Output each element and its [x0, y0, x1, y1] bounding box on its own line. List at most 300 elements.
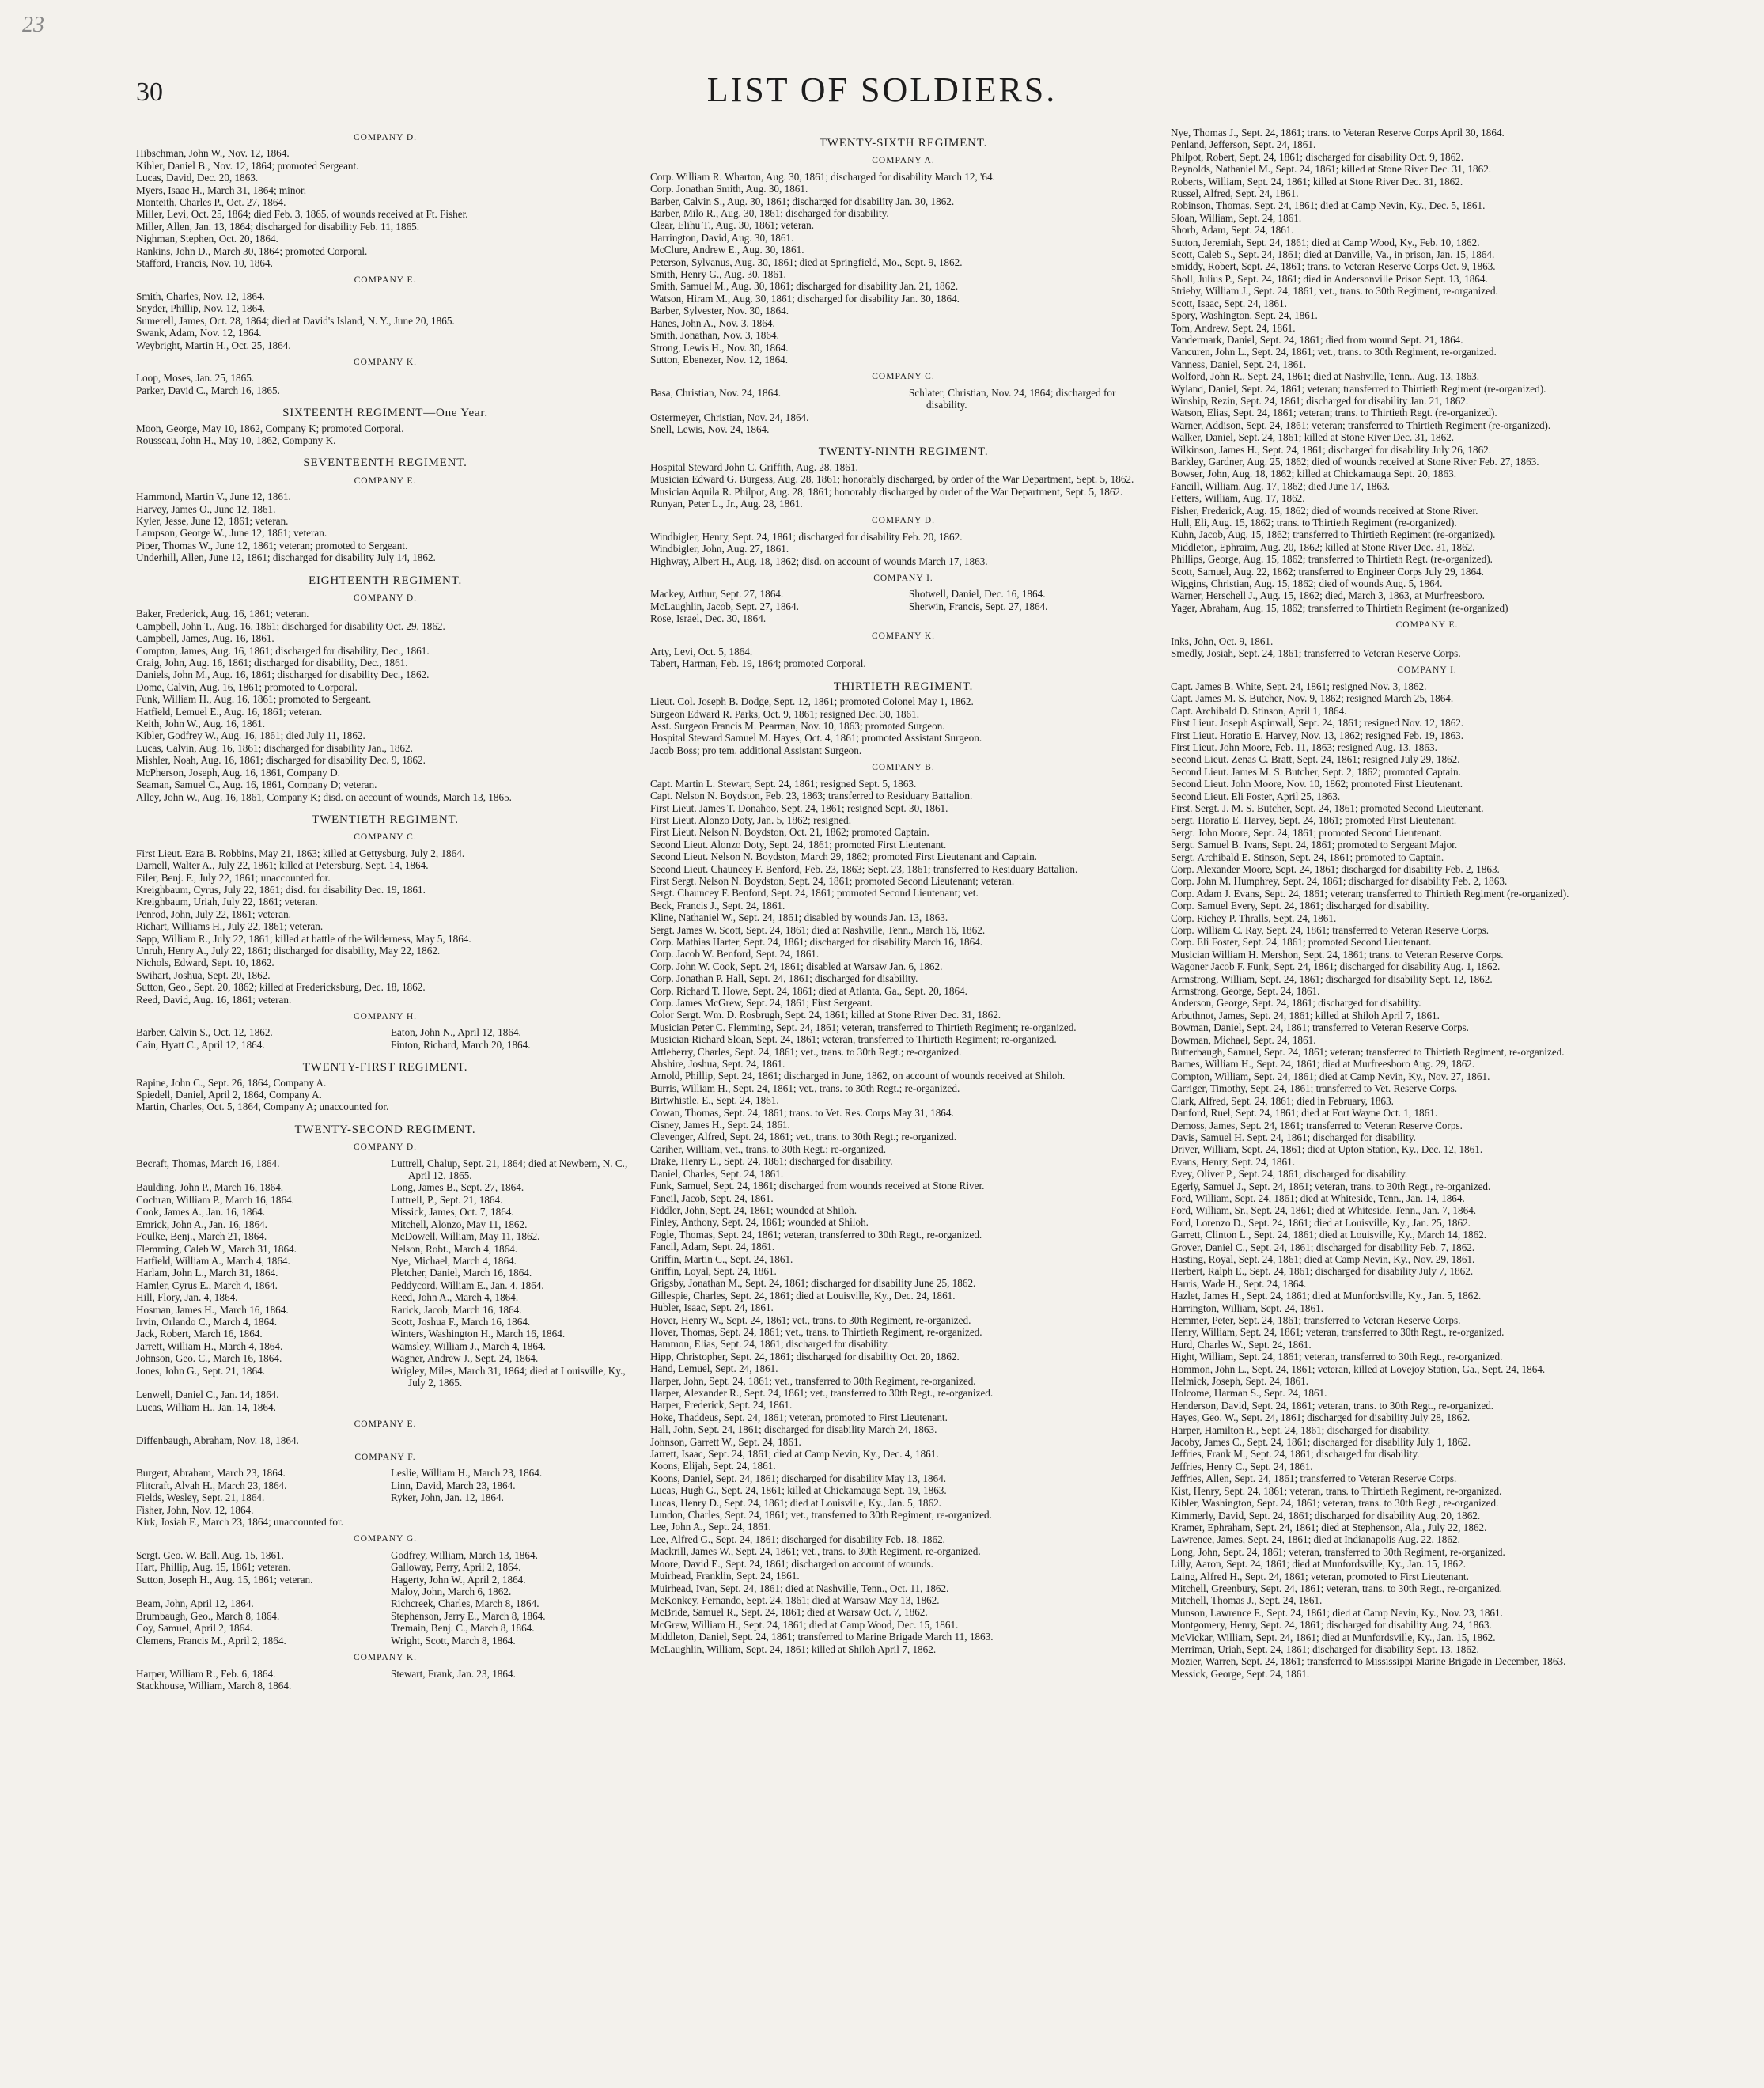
company-heading: COMPANY E. — [354, 476, 417, 486]
soldier-entry: Reed, John A., March 4, 1864. — [391, 1291, 519, 1304]
soldier-entry: Hipp, Christopher, Sept. 24, 1861; discharged for disability Oct. 20, 1862. — [650, 1350, 960, 1362]
soldier-entry: Swihart, Joshua, Sept. 20, 1862. — [136, 968, 271, 981]
soldier-entry: Jarrett, Isaac, Sept. 24, 1861; died at Camp Nevin, Ky., Dec. 4, 1861. — [650, 1448, 939, 1461]
soldier-entry: Fogle, Thomas, Sept. 24, 1861; veteran, transferred to 30th Regt., re-organized. — [650, 1228, 982, 1241]
soldier-entry: Cain, Hyatt C., April 12, 1864. — [136, 1038, 265, 1051]
soldier-entry: Seaman, Samuel C., Aug. 16, 1861, Company D; veteran. — [136, 779, 377, 791]
soldier-entry: First Lieut. John Moore, Feb. 11, 1863; resigned Aug. 13, 1863. — [1171, 741, 1437, 753]
soldier-entry: Second Lieut. John Moore, Nov. 10, 1862; promoted First Lieutenant. — [1171, 778, 1463, 790]
soldier-entry: Foulke, Benj., March 21, 1864. — [136, 1230, 267, 1243]
soldier-entry — [909, 423, 1156, 435]
soldier-entry: Daniels, John M., Aug. 16, 1861; discharged for disability Dec., 1862. — [136, 669, 430, 681]
soldier-entry: Reynolds, Nathaniel M., Sept. 24, 1861; killed at Stone River Dec. 31, 1862. — [1171, 163, 1492, 176]
soldier-entry: Kreighbaum, Cyrus, July 22, 1861; disd. for disability Dec. 19, 1861. — [136, 883, 426, 896]
company-heading: COMPANY D. — [871, 516, 936, 526]
soldier-entry: Maloy, John, March 6, 1862. — [391, 1586, 512, 1598]
soldier-entry: Smedly, Josiah, Sept. 24, 1861; transferred to Veteran Reserve Corps. — [1171, 647, 1461, 660]
soldier-entry: Sergt. Samuel B. Ivans, Sept. 24, 1861; promoted to Sergeant Major. — [1171, 839, 1458, 851]
soldier-entry: Scott, Joshua F., March 16, 1864. — [391, 1315, 531, 1328]
soldier-entry: Finley, Anthony, Sept. 24, 1861; wounded at Shiloh. — [650, 1216, 869, 1229]
soldier-entry: Corp. Jonathan Smith, Aug. 30, 1861. — [650, 183, 808, 195]
company-heading: COMPANY I. — [873, 574, 933, 583]
soldier-entry: Alley, John W., Aug. 16, 1861, Company K; disd. on account of wounds, March 13, 1865. — [136, 790, 512, 803]
soldier-entry: Bowser, John, Aug. 18, 1862; killed at Chickamauga Sept. 20, 1863. — [1171, 468, 1456, 480]
soldier-entry: Winters, Washington H., March 16, 1864. — [391, 1328, 566, 1340]
soldier-entry: Montgomery, Henry, Sept. 24, 1861; discharged for disability Aug. 24, 1863. — [1171, 1619, 1492, 1631]
soldier-entry: Rousseau, John H., May 10, 1862, Company K. — [136, 434, 336, 446]
soldier-entry: Kuhn, Jacob, Aug. 15, 1862; transferred to Thirtieth Regiment (re-organized). — [1171, 529, 1496, 541]
soldier-entry: Corp. Adam J. Evans, Sept. 24, 1861; veteran; transferred to Thirtieth Regiment (re-organized). — [1171, 887, 1569, 900]
soldier-entry: Russel, Alfred, Sept. 24, 1861. — [1171, 188, 1299, 200]
soldier-entry: Drake, Henry E., Sept. 24, 1861; discharged for disability. — [650, 1155, 893, 1168]
soldier-entry: Rarick, Jacob, March 16, 1864. — [391, 1303, 522, 1316]
soldier-entry: Wamsley, William J., March 4, 1864. — [391, 1340, 546, 1352]
soldier-entry: Dome, Calvin, Aug. 16, 1861; promoted to Corporal. — [136, 680, 358, 693]
regiment-heading: SEVENTEENTH REGIMENT. — [303, 457, 467, 470]
soldier-entry: Sholl, Julius P., Sept. 24, 1861; died in Andersonville Prison Sept. 13, 1864. — [1171, 272, 1488, 285]
soldier-entry: Baulding, John P., March 16, 1864. — [136, 1181, 284, 1194]
regiment-heading: EIGHTEENTH REGIMENT. — [308, 574, 462, 587]
soldier-entry: Griffin, Martin C., Sept. 24, 1861. — [650, 1252, 793, 1265]
soldier-entry: Capt. Nelson N. Boydston, Feb. 23, 1863; transferred to Residuary Battalion. — [650, 790, 973, 802]
soldier-entry: Kreighbaum, Uriah, July 22, 1861; veteran. — [136, 896, 318, 908]
soldier-entry: Nye, Thomas J., Sept. 24, 1861; trans. to Veteran Reserve Corps April 30, 1864. — [1171, 127, 1505, 138]
soldier-entry: Long, James B., Sept. 27, 1864. — [391, 1181, 524, 1194]
soldier-entry: Piper, Thomas W., June 12, 1861; veteran; promoted to Sergeant. — [136, 539, 408, 551]
soldier-entry: Smith, Henry G., Aug. 30, 1861. — [650, 268, 786, 281]
soldier-entry: Sergt. John Moore, Sept. 24, 1861; promoted Second Lieutenant. — [1171, 826, 1442, 839]
company-heading: COMPANY E. — [1395, 620, 1459, 631]
soldier-entry: Penrod, John, July 22, 1861; veteran. — [136, 908, 291, 920]
soldier-entry: Second Lieut. Chauncey F. Benford, Feb. 23, 1863; Sept. 23, 1861; transferred to Residuary Battalion. — [650, 862, 1078, 875]
soldier-entry: Shotwell, Daniel, Dec. 16, 1864. — [909, 588, 1046, 601]
soldier-entry: Koons, Elijah, Sept. 24, 1861. — [650, 1460, 776, 1472]
soldier-entry: Ford, William, Sept. 24, 1861; died at Whiteside, Tenn., Jan. 14, 1864. — [1171, 1192, 1465, 1204]
company-heading: COMPANY D. — [353, 1143, 418, 1153]
soldier-entry: Anderson, George, Sept. 24, 1861; discharged for disability. — [1171, 997, 1421, 1010]
soldier-entry: Wagner, Andrew J., Sept. 24, 1864. — [391, 1352, 539, 1365]
soldier-entry: Sutton, Jeremiah, Sept. 24, 1861; died at Camp Wood, Ky., Feb. 10, 1862. — [1171, 236, 1480, 248]
soldier-entry: Hammon, Elias, Sept. 24, 1861; discharged for disability. — [650, 1338, 890, 1351]
soldier-entry: Weybright, Martin H., Oct. 25, 1864. — [136, 339, 291, 351]
soldier-entry: Corp. John W. Cook, Sept. 24, 1861; disabled at Warsaw Jan. 6, 1862. — [650, 960, 943, 972]
soldier-entry: Armstrong, William, Sept. 24, 1861; discharged for disability Sept. 12, 1862. — [1171, 972, 1493, 985]
soldier-entry: Wiggins, Christian, Aug. 15, 1862; died of wounds Aug. 5, 1864. — [1171, 578, 1443, 590]
soldier-entry: Harper, Frederick, Sept. 24, 1861. — [650, 1399, 793, 1412]
soldier-entry: Smith, Charles, Nov. 12, 1864. — [136, 290, 265, 302]
soldier-entry: Shorb, Adam, Sept. 24, 1861. — [1171, 224, 1294, 237]
soldier-entry: Flitcraft, Alvah H., March 23, 1864. — [136, 1479, 287, 1491]
soldier-entry: Peddycord, William E., Jan. 4, 1864. — [391, 1279, 544, 1291]
soldier-entry — [391, 1516, 634, 1528]
soldier-entry: Corp. Mathias Harter, Sept. 24, 1861; discharged for disability March 16, 1864. — [650, 935, 983, 948]
soldier-entry: Sutton, Ebenezer, Nov. 12, 1864. — [650, 353, 789, 366]
soldier-entry: Lucas, David, Dec. 20, 1863. — [136, 172, 259, 184]
soldier-pair-list — [136, 1668, 634, 1692]
soldier-entry: Harvey, James O., June 12, 1861. — [136, 502, 276, 515]
soldier-entry: First Sergt. Nelson N. Boydston, Sept. 24, 1861; promoted Second Lieutenant; veteran. — [650, 874, 1015, 887]
soldier-entry: Wyland, Daniel, Sept. 24, 1861; veteran; transferred to Thirtieth Regiment (re-organized). — [1171, 382, 1546, 395]
soldier-entry: Jack, Robert, March 16, 1864. — [136, 1328, 263, 1340]
soldier-entry: Sergt. Geo. W. Ball, Aug. 15, 1861. — [136, 1548, 284, 1561]
soldier-entry: Strieby, William J., Sept. 24, 1861; vet., trans. to 30th Regiment, re-organized. — [1171, 285, 1498, 297]
soldier-entry: Lucas, William H., Jan. 14, 1864. — [136, 1400, 276, 1413]
company-heading: COMPANY C. — [872, 372, 935, 382]
soldier-entry: Sapp, William R., July 22, 1861; killed at battle of the Wilderness, May 5, 1864. — [136, 932, 471, 945]
soldier-entry: Gillespie, Charles, Sept. 24, 1861; died at Louisville, Ky., Dec. 24, 1861. — [650, 1289, 956, 1302]
soldier-entry: Second Lieut. Nelson N. Boydston, March 29, 1862; promoted First Lieutenant and Captain. — [650, 851, 1037, 863]
company-heading: COMPANY E. — [354, 275, 417, 286]
soldier-entry: Barkley, Gardner, Aug. 25, 1862; died of wounds received at Stone River Feb. 27, 1863. — [1171, 455, 1539, 468]
soldier-entry: Laing, Alfred H., Sept. 24, 1861; veteran, promoted to First Lieutenant. — [1171, 1570, 1469, 1582]
soldier-entry: Emrick, John A., Jan. 16, 1864. — [136, 1218, 267, 1230]
soldier-entry: Lieut. Col. Joseph B. Dodge, Sept. 12, 1861; promoted Colonel May 1, 1862. — [650, 695, 974, 708]
soldier-entry: Barber, Sylvester, Nov. 30, 1864. — [650, 305, 789, 317]
soldier-entry: Becraft, Thomas, March 16, 1864. — [136, 1157, 280, 1169]
soldier-entry: Davis, Samuel H. Sept. 24, 1861; discharged for disability. — [1171, 1131, 1416, 1143]
soldier-entry: Walker, Daniel, Sept. 24, 1861; killed at Stone River Dec. 31, 1862. — [1171, 431, 1455, 444]
soldier-entry: Windbigler, John, Aug. 27, 1861. — [650, 543, 789, 555]
soldier-entry: Attleberry, Charles, Sept. 24, 1861; vet., trans. to 30th Regt.; re-organized. — [650, 1045, 962, 1058]
soldier-entry: Arty, Levi, Oct. 5, 1864. — [650, 646, 753, 658]
soldier-entry: Lenwell, Daniel C., Jan. 14, 1864. — [136, 1389, 279, 1401]
soldier-pair-list — [650, 387, 1156, 436]
soldier-entry: Harrington, David, Aug. 30, 1861. — [650, 231, 794, 244]
soldier-entry — [136, 1586, 380, 1597]
soldier-entry: Vanness, Daniel, Sept. 24, 1861. — [1171, 358, 1307, 370]
soldier-entry: Barber, Calvin S., Oct. 12, 1862. — [136, 1026, 273, 1039]
soldier-entry: McLaughlin, Jacob, Sept. 27, 1864. — [650, 600, 799, 612]
soldier-entry: Strong, Lewis H., Nov. 30, 1864. — [650, 341, 789, 354]
soldier-entry: Linn, David, March 23, 1864. — [391, 1479, 516, 1491]
soldier-entry: Lee, John A., Sept. 24, 1861. — [650, 1521, 771, 1533]
soldier-entry: Scott, Caleb S., Sept. 24, 1861; died at Danville, Va., in prison, Jan. 15, 1864. — [1171, 248, 1495, 261]
soldier-entry: Tom, Andrew, Sept. 24, 1861. — [1171, 321, 1296, 334]
soldier-entry: Scott, Samuel, Aug. 22, 1862; transferred to Engineer Corps July 29, 1864. — [1171, 565, 1484, 578]
soldier-entry — [909, 612, 1156, 624]
soldier-entry: Leslie, William H., March 23, 1864. — [391, 1467, 543, 1480]
soldier-entry: Harper, Hamilton R., Sept. 24, 1861; discharged for disability. — [1171, 1423, 1431, 1436]
soldier-entry: Harper, William R., Feb. 6, 1864. — [136, 1667, 276, 1680]
soldier-entry: Second Lieut. Eli Foster, April 25, 1863. — [1171, 790, 1341, 802]
soldier-entry: Swank, Adam, Nov. 12, 1864. — [136, 327, 262, 339]
soldier-entry: McGrew, William H., Sept. 24, 1861; died at Camp Wood, Dec. 15, 1861. — [650, 1618, 959, 1631]
soldier-entry: Henry, William, Sept. 24, 1861; veteran, transferred to 30th Regt., re-organized. — [1171, 1326, 1505, 1339]
soldier-entry: Cochran, William P., March 16, 1864. — [136, 1193, 294, 1206]
soldier-pair-list — [136, 1467, 634, 1528]
soldier-entry: Hubler, Isaac, Sept. 24, 1861. — [650, 1302, 774, 1314]
soldier-entry: First Lieut. Horatio E. Harvey, Nov. 13, 1862; resigned Feb. 19, 1863. — [1171, 729, 1464, 741]
regiment-heading: TWENTY-SECOND REGIMENT. — [294, 1123, 476, 1136]
soldier-entry: McLaughlin, William, Sept. 24, 1861; killed at Shiloh April 7, 1862. — [650, 1643, 937, 1655]
soldier-entry: Eiler, Benj. F., July 22, 1861; unaccounted for. — [136, 871, 331, 884]
soldier-entry: Wagoner Jacob F. Funk, Sept. 24, 1861; discharged for disability Aug. 1, 1862. — [1171, 961, 1501, 973]
soldier-entry: Tremain, Benj. C., March 8, 1864. — [391, 1622, 535, 1635]
company-heading: COMPANY A. — [872, 156, 935, 166]
soldier-entry: Stewart, Frank, Jan. 23, 1864. — [391, 1667, 516, 1680]
company-heading: COMPANY K. — [353, 357, 418, 367]
soldier-entry: Darnell, Walter A., July 22, 1861; killed at Petersburg, Sept. 14, 1864. — [136, 859, 429, 872]
soldier-entry: Kibler, Daniel B., Nov. 12, 1864; promoted Sergeant. — [136, 159, 359, 172]
soldier-entry: Winship, Rezin, Sept. 24, 1861; discharged for disability Jan. 21, 1862. — [1171, 394, 1469, 407]
soldier-entry: Mackrill, James W., Sept. 24, 1861; vet., trans. to 30th Regiment, re-organized. — [650, 1545, 981, 1558]
soldier-entry: Driver, William, Sept. 24, 1861; died at Upton Station, Ky., Dec. 12, 1861. — [1171, 1143, 1483, 1156]
soldier-entry: Messick, George, Sept. 24, 1861. — [1171, 1667, 1310, 1680]
soldier-entry: Sutton, Joseph H., Aug. 15, 1861; veteran. — [136, 1573, 313, 1586]
soldier-entry: Rose, Israel, Dec. 30, 1864. — [650, 612, 767, 625]
soldier-entry: Nighman, Stephen, Oct. 20, 1864. — [136, 233, 278, 245]
company-heading: COMPANY E. — [354, 1419, 417, 1430]
soldier-entry: Luttrell, Chalup, Sept. 21, 1864; died at Newbern, N. C., April 12, 1865. — [391, 1157, 628, 1182]
soldier-entry: Wolford, John R., Sept. 24, 1861; died at Nashville, Tenn., Aug. 13, 1863. — [1171, 370, 1480, 383]
soldier-entry: Kramer, Ephraham, Sept. 24, 1861; died at Stephenson, Ala., July 22, 1862. — [1171, 1521, 1487, 1533]
soldier-entry: Stephenson, Jerry E., March 8, 1864. — [391, 1609, 546, 1622]
soldier-entry: Moore, David E., Sept. 24, 1861; discharged on account of wounds. — [650, 1557, 933, 1570]
soldier-entry: Middleton, Daniel, Sept. 24, 1861; transferred to Marine Brigade March 11, 1863. — [650, 1631, 994, 1643]
soldier-entry: Corp. Jacob W. Benford, Sept. 24, 1861. — [650, 948, 820, 961]
soldier-entry: Lilly, Aaron, Sept. 24, 1861; died at Munfordsville, Ky., Jan. 15, 1862. — [1171, 1558, 1466, 1571]
soldier-entry: Monteith, Charles P., Oct. 27, 1864. — [136, 196, 286, 209]
soldier-entry: Moon, George, May 10, 1862, Company K; promoted Corporal. — [136, 422, 404, 434]
soldier-entry: Griffin, Loyal, Sept. 24, 1861. — [650, 1264, 777, 1277]
soldier-entry: Musician Richard Sloan, Sept. 24, 1861; veteran, transferred to Thirtieth Regiment; re-organized. — [650, 1033, 1057, 1046]
soldier-entry: McVickar, William, Sept. 24, 1861; died at Munfordsville, Ky., Jan. 15, 1862. — [1171, 1631, 1496, 1643]
soldier-entry: Wright, Scott, March 8, 1864. — [391, 1634, 516, 1647]
soldier-entry: Missick, James, Oct. 7, 1864. — [391, 1206, 514, 1218]
soldier-entry: Corp. Alexander Moore, Sept. 24, 1861; discharged for disability Feb. 2, 1863. — [1171, 862, 1500, 875]
soldier-entry: Compton, William, Sept. 24, 1861; died at Camp Nevin, Ky., Nov. 27, 1861. — [1171, 1070, 1490, 1082]
soldier-entry: Finton, Richard, March 20, 1864. — [391, 1038, 531, 1051]
soldier-entry: Richart, Williams H., July 22, 1861; veteran. — [136, 920, 324, 933]
company-heading: COMPANY K. — [871, 631, 936, 641]
soldier-entry: Mitchell, Alonzo, May 11, 1862. — [391, 1218, 528, 1230]
soldier-entry — [909, 411, 1156, 423]
soldier-entry: Warner, Addison, Sept. 24, 1861; veteran; transferred to Thirtieth Regiment (re-organized). — [1171, 419, 1551, 431]
soldier-entry: Corp. Samuel Every, Sept. 24, 1861; discharged for disability. — [1171, 900, 1429, 912]
soldier-entry: Vancuren, John L., Sept. 24, 1861; vet., trans. to 30th Regiment, re-organized. — [1171, 346, 1497, 358]
soldier-entry: Fancill, William, Aug. 17, 1862; died June 17, 1863. — [1171, 479, 1390, 492]
soldier-entry: First. Sergt. J. M. S. Butcher, Sept. 24, 1861; promoted Second Lieutenant. — [1171, 801, 1484, 814]
soldier-entry: Corp. Jonathan P. Hall, Sept. 24, 1861; discharged for disability. — [650, 972, 918, 985]
soldier-entry: Capt. Martin L. Stewart, Sept. 24, 1861; resigned Sept. 5, 1863. — [650, 777, 917, 790]
soldier-entry: Fields, Wesley, Sept. 21, 1864. — [136, 1491, 265, 1504]
soldier-entry: Helmick, Joseph, Sept. 24, 1861. — [1171, 1375, 1308, 1388]
soldier-entry: Johnson, Garrett W., Sept. 24, 1861. — [650, 1435, 801, 1448]
soldier-entry: Snell, Lewis, Nov. 24, 1864. — [650, 423, 770, 435]
soldier-entry: Funk, William H., Aug. 16, 1861; promoted to Sergeant. — [136, 693, 372, 706]
company-heading: COMPANY D. — [353, 133, 418, 142]
soldier-entry: Campbell, James, Aug. 16, 1861. — [136, 632, 274, 645]
soldier-entry: Hayes, Geo. W., Sept. 24, 1861; discharged for disability July 28, 1862. — [1171, 1412, 1471, 1424]
soldier-entry: Unruh, Henry A., July 22, 1861; discharged for disability, May 22, 1862. — [136, 944, 441, 957]
soldier-entry: Sloan, William, Sept. 24, 1861. — [1171, 211, 1302, 224]
soldier-entry: Hagerty, John W., April 2, 1864. — [391, 1573, 526, 1586]
soldier-entry: Second Lieut. Zenas C. Bratt, Sept. 24, 1861; resigned July 29, 1862. — [1171, 753, 1460, 766]
soldier-entry: Hover, Henry W., Sept. 24, 1861; vet., trans. to 30th Regiment, re-organized. — [650, 1313, 971, 1326]
soldier-entry: Barber, Milo R., Aug. 30, 1861; discharged for disability. — [650, 207, 889, 220]
soldier-entry: Smiddy, Robert, Sept. 24, 1861; trans. to Veteran Reserve Corps Oct. 9, 1863. — [1171, 260, 1496, 273]
soldier-entry: Hull, Eli, Aug. 15, 1862; trans. to Thirtieth Regiment (re-organized). — [1171, 517, 1457, 529]
soldier-entry: Mishler, Noah, Aug. 16, 1861; discharged for disability Dec. 9, 1862. — [136, 754, 426, 767]
soldier-entry: Corp. Richard T. Howe, Sept. 24, 1861; died at Atlanta, Ga., Sept. 20, 1864. — [650, 984, 967, 997]
soldier-entry: Second Lieut. Alonzo Doty, Sept. 24, 1861; promoted First Lieutenant. — [650, 838, 947, 851]
soldier-entry: Harlam, John L., March 31, 1864. — [136, 1267, 278, 1279]
soldier-entry: Highway, Albert H., Aug. 18, 1862; disd. on account of wounds March 17, 1863. — [650, 555, 988, 567]
soldier-entry: Hatfield, Lemuel E., Aug. 16, 1861; veteran. — [136, 705, 323, 718]
soldier-entry: Corp. William C. Ray, Sept. 24, 1861; transferred to Veteran Reserve Corps. — [1171, 924, 1490, 936]
soldier-entry: Hoke, Thaddeus, Sept. 24, 1861; veteran, promoted to First Lieutenant. — [650, 1411, 948, 1423]
corner-mark: 23 — [22, 13, 44, 37]
soldier-entry: McClure, Andrew E., Aug. 30, 1861. — [650, 244, 804, 256]
soldier-entry: Sergt. Archibald E. Stinson, Sept. 24, 1861; promoted to Captain. — [1171, 851, 1444, 863]
soldier-entry: Ford, William, Sr., Sept. 24, 1861; died at Whiteside, Tenn., Jan. 7, 1864. — [1171, 1204, 1477, 1217]
soldier-entry: Myers, Isaac H., March 31, 1864; minor. — [136, 184, 306, 196]
soldier-entry: Kirk, Josiah F., March 23, 1864; unaccounted for. — [136, 1516, 343, 1529]
soldier-entry: Pletcher, Daniel, March 16, 1864. — [391, 1267, 532, 1279]
soldier-entry: Hazlet, James H., Sept. 24, 1861; died at Munfordsville, Ky., Jan. 5, 1862. — [1171, 1290, 1482, 1302]
soldier-entry: Munson, Lawrence F., Sept. 24, 1861; died at Camp Nevin, Ky., Nov. 23, 1861. — [1171, 1606, 1503, 1619]
soldier-entry: Evey, Oliver P., Sept. 24, 1861; discharged for disability. — [1171, 1168, 1408, 1180]
soldier-pair-list — [136, 1158, 634, 1414]
soldier-entry: Danford, Ruel, Sept. 24, 1861; died at Fort Wayne Oct. 1, 1861. — [1171, 1107, 1438, 1120]
soldier-pair-list — [650, 588, 1156, 624]
soldier-entry: Watson, Elias, Sept. 24, 1861; veteran; trans. to Thirtieth Regt. (re-organized). — [1171, 407, 1497, 419]
soldier-entry: Jarrett, William H., March 4, 1864. — [136, 1340, 283, 1352]
soldier-entry: Carriger, Timothy, Sept. 24, 1861; transferred to Vet. Reserve Corps. — [1171, 1082, 1458, 1095]
soldier-entry: Sumerell, James, Oct. 28, 1864; died at David's Island, N. Y., June 20, 1865. — [136, 314, 455, 327]
soldier-entry: Fetters, William, Aug. 17, 1862. — [1171, 492, 1305, 505]
soldier-entry: Hibschman, John W., Nov. 12, 1864. — [136, 147, 290, 160]
soldier-entry: Bowman, Michael, Sept. 24, 1861. — [1171, 1033, 1316, 1046]
soldier-entry: Flemming, Caleb W., March 31, 1864. — [136, 1242, 297, 1255]
soldier-entry — [391, 1389, 634, 1400]
soldier-entry: Hill, Flory, Jan. 4, 1864. — [136, 1291, 238, 1304]
soldier-entry: Penland, Jefferson, Sept. 24, 1861. — [1171, 138, 1316, 151]
soldier-entry: Capt. James M. S. Butcher, Nov. 9, 1862; resigned March 25, 1864. — [1171, 692, 1454, 705]
soldier-entry: Lawrence, James, Sept. 24, 1861; died at Indianapolis Aug. 22, 1862. — [1171, 1533, 1460, 1546]
soldier-entry: Spiedell, Daniel, April 2, 1864, Company A. — [136, 1089, 322, 1101]
soldier-entry: Spory, Washington, Sept. 24, 1861. — [1171, 309, 1318, 322]
soldier-entry: McDowell, William, May 11, 1862. — [391, 1230, 540, 1243]
soldier-entry: Lucas, Calvin, Aug. 16, 1861; discharged for disability Jan., 1862. — [136, 741, 413, 754]
soldier-entry: Cook, James A., Jan. 16, 1864. — [136, 1206, 266, 1218]
soldier-entry: Asst. Surgeon Francis M. Pearman, Nov. 10, 1863; promoted Surgeon. — [650, 720, 945, 733]
soldier-entry: Sergt. James W. Scott, Sept. 24, 1861; died at Nashville, Tenn., March 16, 1862. — [650, 923, 986, 936]
soldier-entry: Snyder, Phillip, Nov. 12, 1864. — [136, 302, 266, 315]
soldier-entry: McKonkey, Fernando, Sept. 24, 1861; died at Warsaw May 13, 1862. — [650, 1593, 940, 1606]
soldier-entry: Daniel, Charles, Sept. 24, 1861. — [650, 1167, 784, 1180]
soldier-entry: Jeffries, Frank M., Sept. 24, 1861; discharged for disability. — [1171, 1448, 1420, 1461]
soldier-entry: Long, John, Sept. 24, 1861; veteran, transferred to 30th Regiment, re-organized. — [1171, 1545, 1505, 1558]
soldier-entry: First Lieut. Alonzo Doty, Jan. 5, 1862; resigned. — [650, 813, 852, 826]
soldier-entry: Bowman, Daniel, Sept. 24, 1861; transferred to Veteran Reserve Corps. — [1171, 1021, 1469, 1034]
company-heading: COMPANY K. — [353, 1653, 418, 1663]
soldier-entry: Ford, Lorenzo D., Sept. 24, 1861; died at Louisville, Ky., Jan. 25, 1862. — [1171, 1216, 1471, 1229]
soldier-entry: Irvin, Orlando C., March 4, 1864. — [136, 1315, 277, 1328]
soldier-entry: Barnes, William H., Sept. 24, 1861; died at Murfreesboro Aug. 29, 1862. — [1171, 1058, 1475, 1071]
soldier-entry: Capt. James B. White, Sept. 24, 1861; resigned Nov. 3, 1862. — [1171, 680, 1427, 692]
soldier-entry: Lundon, Charles, Sept. 24, 1861; vet., transferred to 30th Regiment, re-organized. — [650, 1509, 992, 1521]
soldier-entry: Capt. Archibald D. Stinson, April 1, 1864. — [1171, 704, 1347, 717]
page-number: 30 — [136, 78, 163, 107]
soldier-entry: Windbigler, Henry, Sept. 24, 1861; discharged for disability Feb. 20, 1862. — [650, 530, 963, 543]
soldier-entry: Cowan, Thomas, Sept. 24, 1861; trans. to Vet. Res. Corps May 31, 1864. — [650, 1106, 954, 1119]
soldier-entry — [391, 1401, 634, 1413]
soldier-entry: First Lieut. Nelson N. Boydston, Oct. 21, 1862; promoted Captain. — [650, 826, 929, 839]
soldier-entry: Stafford, Francis, Nov. 10, 1864. — [136, 257, 273, 270]
soldier-entry: Martin, Charles, Oct. 5, 1864, Company A; unaccounted for. — [136, 1101, 389, 1113]
soldier-entry: Harrington, William, Sept. 24, 1861. — [1171, 1302, 1323, 1314]
soldier-entry: Hurd, Charles W., Sept. 24, 1861. — [1171, 1338, 1312, 1351]
column-left — [136, 127, 634, 1692]
soldier-entry: Diffenbaugh, Abraham, Nov. 18, 1864. — [136, 1434, 299, 1446]
soldier-entry: Lucas, Hugh G., Sept. 24, 1861; killed at Chickamauga Sept. 19, 1863. — [650, 1484, 947, 1497]
company-heading: COMPANY B. — [872, 763, 935, 773]
soldier-entry: Muirhead, Ivan, Sept. 24, 1861; died at Nashville, Tenn., Oct. 11, 1862. — [650, 1582, 949, 1594]
company-heading: COMPANY F. — [354, 1453, 416, 1462]
regiment-heading: THIRTIETH REGIMENT. — [833, 680, 974, 693]
soldier-entry: Brumbaugh, Geo., March 8, 1864. — [136, 1609, 280, 1622]
soldier-entry: Hand, Lemuel, Sept. 24, 1861. — [650, 1362, 778, 1375]
soldier-entry: Sherwin, Francis, Sept. 27, 1864. — [909, 600, 1048, 612]
soldier-entry: Corp. James McGrew, Sept. 24, 1861; First Sergeant. — [650, 997, 873, 1009]
soldier-entry: Schlater, Christian, Nov. 24, 1864; discharged for disability. — [909, 386, 1116, 411]
soldier-entry: Stackhouse, William, March 8, 1864. — [136, 1679, 292, 1692]
soldier-entry: Musician William H. Mershon, Sept. 24, 1861; trans. to Veteran Reserve Corps. — [1171, 948, 1504, 961]
soldier-entry: Clevenger, Alfred, Sept. 24, 1861; vet., trans. to 30th Regt.; re-organized. — [650, 1131, 957, 1143]
soldier-entry: Underhill, Allen, June 12, 1861; discharged for disability July 14, 1862. — [136, 551, 436, 564]
soldier-entry: Hasting, Royal, Sept. 24, 1861; died at Camp Nevin, Ky., Nov. 29, 1861. — [1171, 1252, 1475, 1265]
soldier-entry: First Lieut. Joseph Aspinwall, Sept. 24, 1861; resigned Nov. 12, 1862. — [1171, 717, 1464, 729]
soldier-entry: Burgert, Abraham, March 23, 1864. — [136, 1467, 286, 1480]
soldier-entry: Hover, Thomas, Sept. 24, 1861; vet., trans. to Thirtieth Regiment, re-organized. — [650, 1325, 982, 1338]
soldier-entry: Corp. Richey P. Thralls, Sept. 24, 1861. — [1171, 911, 1337, 924]
soldier-entry: Campbell, John T., Aug. 16, 1861; discharged for disability Oct. 29, 1862. — [136, 620, 445, 632]
soldier-entry: Corp. Eli Foster, Sept. 24, 1861; promoted Second Lieutenant. — [1171, 936, 1432, 949]
soldier-entry: Sutton, Geo., Sept. 20, 1862; killed at Fredericksburg, Dec. 18, 1862. — [136, 981, 426, 994]
soldier-entry: Middleton, Ephraim, Aug. 20, 1862; killed at Stone River Dec. 31, 1862. — [1171, 540, 1475, 553]
page-title: LIST OF SOLDIERS. — [706, 70, 1058, 109]
soldier-entry: Galloway, Perry, April 2, 1864. — [391, 1561, 521, 1574]
company-heading: COMPANY H. — [353, 1012, 418, 1021]
soldier-pair-list — [136, 1026, 634, 1051]
soldier-entry: Runyan, Peter L., Jr., Aug. 28, 1861. — [650, 497, 803, 510]
soldier-entry: Scott, Isaac, Sept. 24, 1861. — [1171, 297, 1287, 309]
soldier-entry: Cisney, James H., Sept. 24, 1861. — [650, 1119, 790, 1131]
soldier-entry: Corp. William R. Wharton, Aug. 30, 1861; discharged for disability March 12, '64. — [650, 170, 995, 183]
soldier-entry: Peterson, Sylvanus, Aug. 30, 1861; died at Springfield, Mo., Sept. 9, 1862. — [650, 256, 963, 268]
soldier-entry: Basa, Christian, Nov. 24, 1864. — [650, 386, 782, 399]
soldier-entry: Craig, John, Aug. 16, 1861; discharged for disability, Dec., 1861. — [136, 657, 408, 669]
soldier-entry: Burris, William H., Sept. 24, 1861; vet., trans. to 30th Regt.; re-organized. — [650, 1082, 960, 1094]
soldier-entry: Muirhead, Franklin, Sept. 24, 1861. — [650, 1570, 800, 1582]
soldier-entry: Funk, Samuel, Sept. 24, 1861; discharged from wounds received at Stone River. — [650, 1180, 985, 1192]
soldier-entry: McBride, Samuel R., Sept. 24, 1861; died at Warsaw Oct. 7, 1862. — [650, 1606, 928, 1619]
soldier-entry: Jacob Boss; pro tem. additional Assistant Surgeon. — [650, 744, 862, 756]
soldier-entry: Keith, John W., Aug. 16, 1861. — [136, 718, 266, 730]
soldier-entry: Richcreek, Charles, March 8, 1864. — [391, 1597, 539, 1610]
soldier-entry: Smith, Jonathan, Nov. 3, 1864. — [650, 329, 779, 342]
soldier-entry: Musician Edward G. Burgess, Aug. 28, 1861; honorably discharged, by order of the War Department, Sept. 5, 1862. — [650, 473, 1134, 486]
soldier-entry: Abshire, Joshua, Sept. 24, 1861. — [650, 1058, 785, 1071]
soldier-entry: Parker, David C., March 16, 1865. — [136, 384, 280, 396]
soldier-entry: Nelson, Robt., March 4, 1864. — [391, 1242, 518, 1255]
soldier-entry: Herbert, Ralph E., Sept. 24, 1861; discharged for disability July 7, 1862. — [1171, 1265, 1474, 1278]
soldier-entry: Hommon, John L., Sept. 24, 1861; veteran, killed at Lovejoy Station, Ga., Sept. 24, 1864. — [1171, 1362, 1546, 1375]
soldier-entry: Nye, Michael, March 4, 1864. — [391, 1254, 517, 1267]
soldier-entry: Demoss, James, Sept. 24, 1861; transferred to Veteran Reserve Corps. — [1171, 1119, 1463, 1131]
soldier-entry: Garrett, Clinton L., Sept. 24, 1861; died at Louisville, Ky., March 14, 1862. — [1171, 1229, 1487, 1241]
